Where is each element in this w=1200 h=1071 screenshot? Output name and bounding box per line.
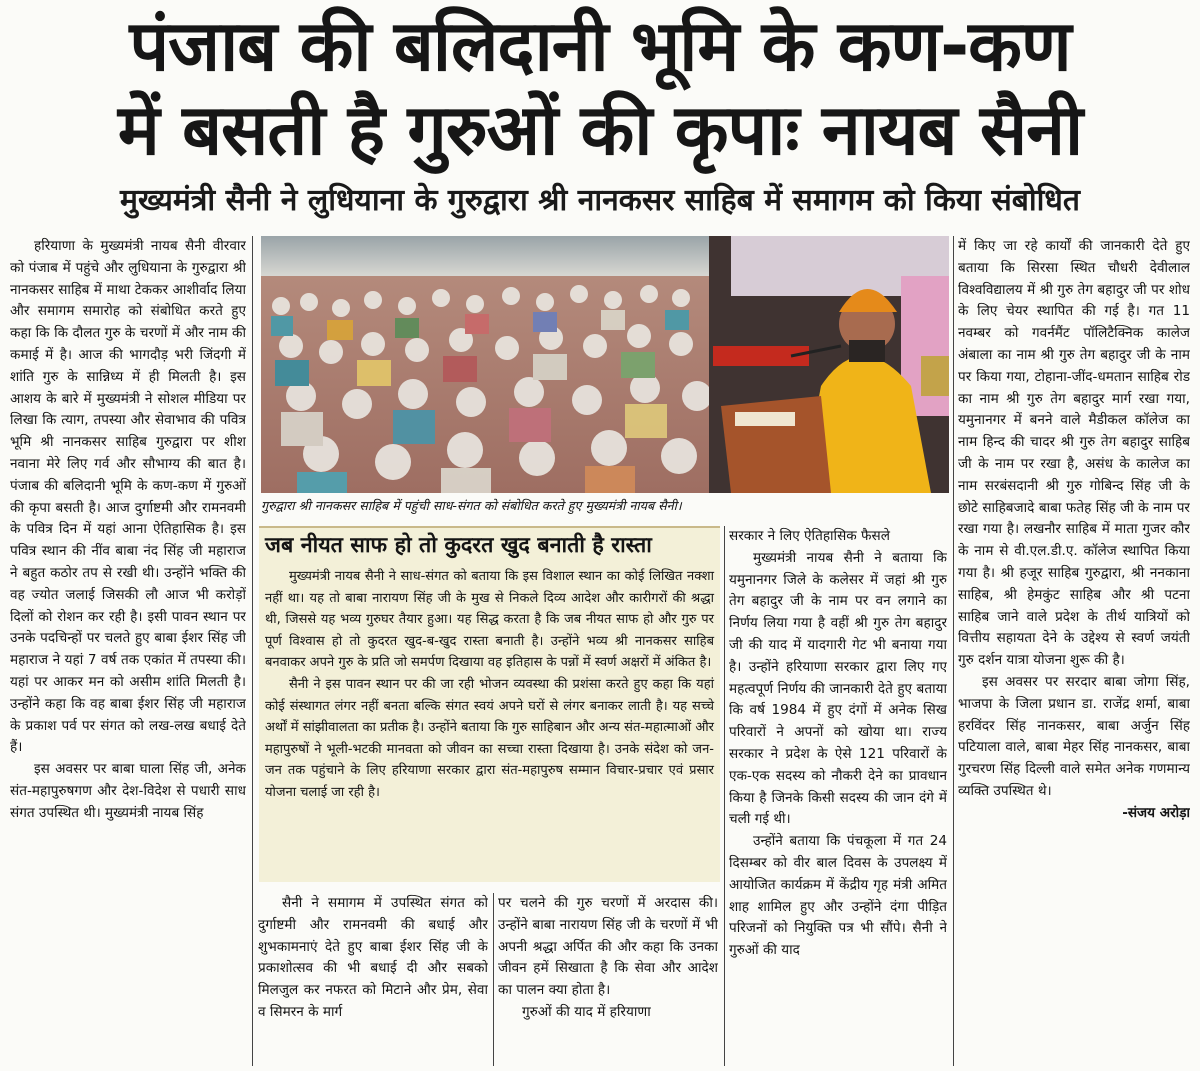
article-column-5 (958, 236, 1190, 1066)
podium (721, 396, 831, 493)
article-column-2 (258, 893, 488, 1066)
photo-illustration (261, 236, 949, 493)
column-5-paragraph: इस अवसर पर सरदार बाबा जोगा सिंह, भाजपा के जिला प्रधान डा. राजेंद्र शर्मा, बाबा हरविंदर सिंह नानकसर, बाबा अर्जुन सिंह पटियाला वाले, बाबा मेहर सिंह नानकसर, बाबा गुरचरण सिंह दिल्ली वाले समेत अनेक गणमान्य व्यक्ति उपस्थित थे। (958, 673, 1190, 799)
column-5-paragraph: में किए जा रहे कार्यों की जानकारी देते हुए बताया कि सिरसा स्थित चौधरी देवीलाल विश्वविद्यालय में श्री गुरु तेग बहादुर जी पर शोध के लिए चेयर स्थापित की गई है। गत 11 नवम्बर को गवर्नमैंट पॉलिटैक्निक कालेज अंबाला का नाम श्री गुरु तेग बहादुर जी के नाम पर किया गया, टोहाना-जींद-धमतान साहिब रोड का नाम श्री गुरु तेग बहादुर मार्ग रखा गया, यमुनानगर में बनने वाले मैडीकल कॉलेज का नाम हिन्द की चादर श्री गुरु तेग बहादुर साहिब जी के नाम पर रखा है, असंध के कालेज का नाम सरबंसदानी श्री गुरु गोबिन्द सिंह जी के छोटे साहिबजादे बाबा फतेह सिंह जी के नाम पर रखा गया है। लखनौर साहिब में माता गुजर कौर के नाम से वी.एल.डी.ए. कॉलेज स्थापित किया गया है। श्री हजूर साहिब गुरुद्वारा, श्री ननकाना साहिब, श्री हेमकुंट साहिब और श्री पटना साहिब जाने वाले प्रदेश के तीर्थ यात्रियों को वित्तीय सहायता देने के उद्देश्य से स्वर्ण जयंती गुरु दर्शन यात्रा योजना शुरू की है। (958, 238, 1190, 669)
subheadline: मुख्यमंत्री सैनी ने लुधियाना के गुरुद्वारा श्री नानकसर साहिब में समागम को किया संबोधित (120, 183, 1080, 218)
column-divider (953, 236, 954, 1066)
column-divider (493, 893, 494, 1066)
column-divider (252, 236, 253, 1066)
byline: -संजय अरोड़ा (1122, 804, 1190, 821)
column-2-paragraph: सैनी ने समागम में उपस्थित संगत को दुर्गाष्टमी और रामनवमी की बधाई और शुभकामनाएं देते हुए बाबा ईशर सिंह जी के प्रकाशोत्सव की भी बधाई दी और सबको मिलजुल कर नफरत को मिटाने और प्रेम, सेवा व सिमरन के मार्ग (258, 895, 488, 1020)
speaker-beard (849, 340, 885, 362)
photo-caption: गुरुद्वारा श्री नानकसर साहिब में पहुंची साध-संगत को संबोधित करते हुए मुख्यमंत्री नायब सैनी। (261, 498, 682, 513)
headline-line-2: में बसती है गुरुओं की कृपाः नायब सैनी (117, 89, 1083, 171)
column-1-paragraph: इस अवसर पर बाबा घाला सिंह जी, अनेक संत-महापुरुषगण और देश-विदेश से पधारी साध संगत उपस्थित थी। मुख्यमंत्री नायब सिंह (10, 761, 246, 821)
box-heading: जब नीयत साफ हो तो कुदरत खुद बनाती है रास्ता (265, 533, 652, 558)
box-paragraph: मुख्यमंत्री नायब सैनी ने साध-संगत को बताया कि इस विशाल स्थान का कोई लिखित नक्शा नहीं था। यह तो बाबा नारायण सिंह जी के मुख से निकले दिव्य आदेश और कारीगरों की श्रद्धा थी, जिससे यह भव्य गुरुघर तैयार हुआ। यह सिद्ध करता है कि जब नीयत साफ हो और गुरु पर पूर्ण विश्वास हो तो कुदरत खुद-ब-खुद रास्ता बनाती है। उन्होंने भव्य श्री नानकसर साहिब बनवाकर अपने गुरु के प्रति जो समर्पण दिखाया वह इतिहास के पन्नों में स्वर्ण अक्षरों में अंकित है। (265, 569, 714, 671)
column-1-paragraph: हरियाणा के मुख्यमंत्री नायब सैनी वीरवार को पंजाब में पहुंचे और लुधियाना के गुरुद्वारा श्री नानकसर साहिब में माथा टेककर आशीर्वाद लिया और समागम समारोह को संबोधित करते हुए कहा कि कि दौलत गुरु के चरणों में और नाम की कमाई में है। आज की भागदौड़ भरी जिंदगी में शांति गुरु के सान्निध्य में ही मिलती है। इस आशय के बारे में मुख्यमंत्री ने सोशल मीडिया पर लिखा कि त्याग, तपस्या और सेवाभाव की पवित्र भूमि श्री नानकसर साहिब गुरुद्वारा पर शीश नवाना मेरे लिए गर्व और सौभाग्य की बात है। पंजाब की बलिदानी भूमि के कण-कण में गुरुओं की कृपा बसती है। आज दुर्गाष्टमी और रामनवमी के पवित्र दिन में यहां आना ऐतिहासिक है। इस पवित्र स्थान की नींव बाबा नंद सिंह जी महाराज ने बहुत कठोर तप से रखी थी। उन्होंने भक्ति की वह ज्योत जलाई जिसकी लौ आज भी करोड़ों दिलों को रोशन कर रही है। इसी पावन स्थान पर उनके पदचिन्हों पर चलते हुए बाबा ईशर सिंह जी महाराज ने यहां 7 वर्ष तक एकांत में तपस्या की। यहां पर आकर मन को असीम शांति मिलती है। उन्होंने कहा कि वह बाबा ईशर सिंह जी महाराज के प्रकाश पर्व पर संगत को लख-लख बधाई देते हैं। (10, 238, 246, 756)
podium-plaque (735, 412, 795, 426)
box-paragraph: सैनी ने इस पावन स्थान पर की जा रही भोजन व्यवस्था की प्रशंसा करते हुए कहा कि यहां कोई संस्थागत लंगर नहीं बनता बल्कि संगत स्वयं अपने घरों से लंगर बनाकर लाती है। यह सच्चे अर्थों में सांझीवालता का प्रतीक है। उन्होंने बताया कि गुरु साहिबान और अन्य संत-महात्माओं और महापुरुषों ने भूली-भटकी मानवता को जीवन का सच्चा रास्ता दिखाया है। उनके संदेश को जन-जन तक पहुंचाने के लिए हरियाणा सरकार द्वारा संत-महापुरुष सम्मान विचार-प्रचार एवं प्रसार योजना चलाई जा रही है। (265, 676, 714, 800)
sidebar-box (259, 526, 720, 882)
article-column-3 (498, 893, 718, 1066)
column-divider (724, 526, 725, 1066)
article-column-1 (10, 236, 246, 1066)
event-photo (261, 236, 949, 493)
box-text (265, 566, 714, 804)
headline-line-1: पंजाब की बलिदानी भूमि के कण-कण (129, 5, 1071, 87)
stage-decor (921, 356, 949, 396)
column-3-paragraph: गुरुओं की याद में हरियाणा (522, 1003, 651, 1020)
article-column-4 (729, 526, 947, 1066)
column-4-paragraph: उन्होंने बताया कि पंचकूला में गत 24 दिसम्बर को वीर बाल दिवस के उपलक्ष्य में आयोजित कार्यक्रम में केंद्रीय गृह मंत्री अमित शाह शामिल हुए और उन्होंने दंगा पीड़ित परिजनों को नियुक्ति पत्र भी सौंपे। सैनी ने गुरुओं की याद (729, 833, 947, 959)
column-4-paragraph: मुख्यमंत्री नायब सैनी ने बताया कि यमुनानगर जिले के कलेसर में जहां श्री गुरु तेग बहादुर जी के नाम पर वन लगाने का निर्णय लिया गया है वहीं श्री गुरु तेग बहादुर जी की याद में यादगारी गेट भी बनाया गया है। उन्होंने हरियाणा सरकार द्वारा लिए गए महत्वपूर्ण निर्णय की जानकारी देते हुए बताया कि वर्ष 1984 में हुए दंगों में अनेक सिख परिवारों ने अपनों को खोया था। राज्य सरकार ने प्रदेश के ऐसे 121 परिवारों के एक-एक सदस्य को नौकरी देने का प्रावधान किया है जिनके किसी सदस्य की जान दंगे में चली गई थी। (729, 549, 947, 828)
column-4-paragraph: सरकार ने लिए ऐतिहासिक फैसले (729, 528, 890, 544)
column-3-paragraph: पर चलने की गुरु चरणों में अरदास की। उन्होंने बाबा नारायण सिंह जी के चरणों में भी अपनी श्रद्धा अर्पित की और कहा कि उनका जीवन हमें सिखाता है कि सेवा और आदेश का पालन क्या होता है। (498, 895, 718, 999)
hall-ceiling (261, 236, 709, 276)
